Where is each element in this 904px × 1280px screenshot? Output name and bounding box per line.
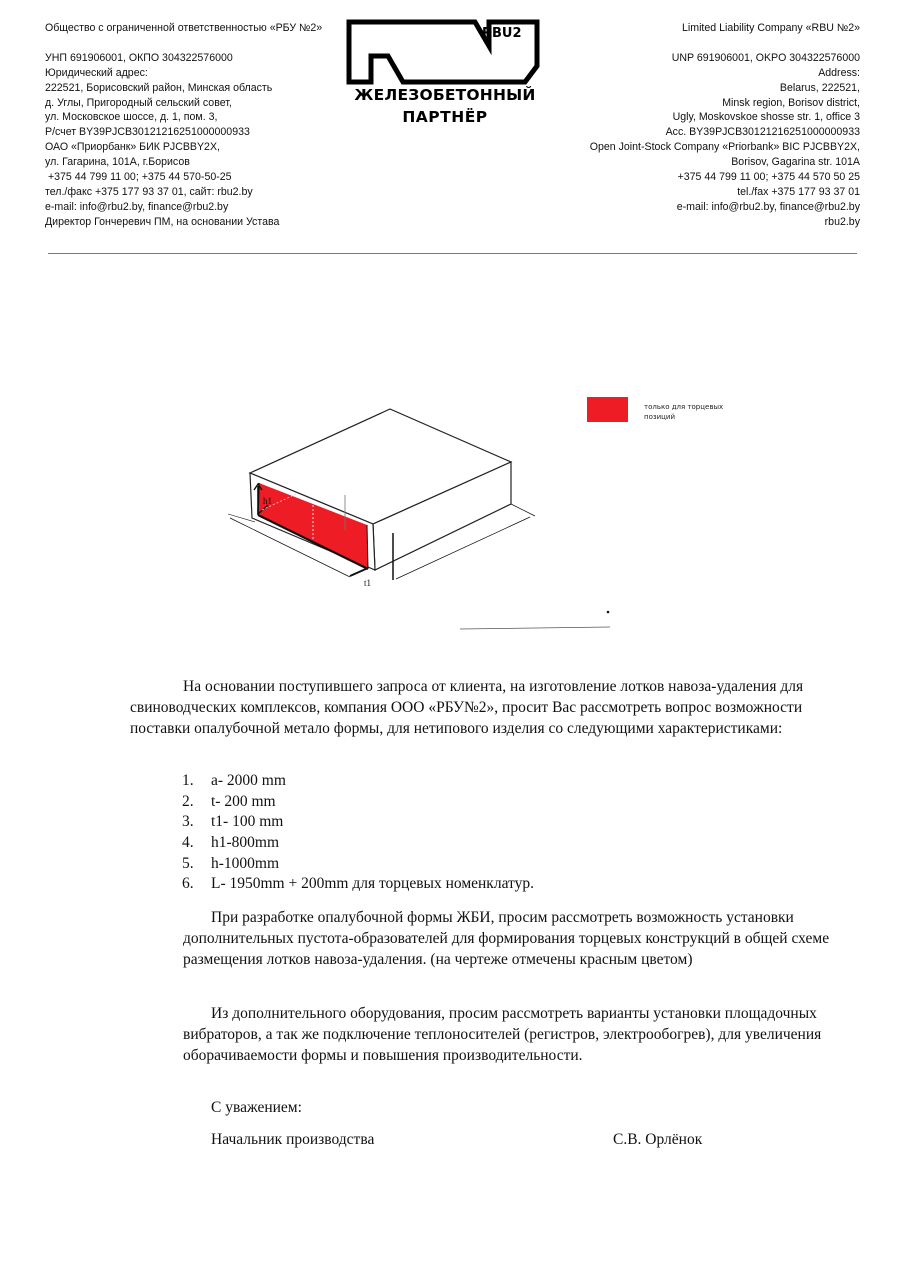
signer-title: Начальник производства xyxy=(211,1131,375,1148)
spec-item xyxy=(182,770,782,791)
spec-number: 1. xyxy=(182,772,194,789)
spec-text: h1-800mm xyxy=(211,834,280,852)
requisite-line: Borisov, Gagarina str. 101A xyxy=(731,156,860,169)
requisite-line: UNP 691906001, OKPO 304322576000 xyxy=(671,51,860,64)
requisite-line: +375 44 799 11 00; +375 44 570 50 25 xyxy=(677,171,860,184)
paragraph-equipment xyxy=(183,1003,833,1066)
requisite-line: ОАО «Приорбанк» БИК PJCBBY2X, xyxy=(45,141,220,154)
spec-text: h-1000mm xyxy=(211,854,280,872)
spec-text: L- 1950mm + 200mm для торцевых номенклатур. xyxy=(211,875,534,893)
spec-text: t- 200 mm xyxy=(211,792,276,810)
signer-name: С.В. Орлёнок xyxy=(613,1131,703,1148)
spec-text: t1- 100 mm xyxy=(211,813,284,831)
requisite-line: Minsk region, Borisov district, xyxy=(722,96,860,109)
requisite-line: д. Углы, Пригородный сельский совет, xyxy=(45,96,232,109)
requisite-line: тел./факс +375 177 93 37 01, сайт: rbu2.by xyxy=(45,185,253,198)
spec-item xyxy=(182,811,782,832)
requisite-line: Юридический адрес: xyxy=(45,66,148,79)
paragraph-request-text: На основании поступившего запроса от клиента, на изготовление лотков навоза-удаления для свиноводческих комплексов, компания ООО «РБУ№2», просит Вас рассмотреть вопрос возможности поставки опалубочной метало формы, для нетипового изделия со следующими характеристиками: xyxy=(130,678,804,737)
requisite-line: e-mail: info@rbu2.by, finance@rbu2.by xyxy=(45,200,229,213)
label-t1: t1 xyxy=(364,578,372,588)
header-left-requisites xyxy=(45,21,345,230)
legend-text: только для торцевых позиций xyxy=(644,403,724,421)
spec-number: 5. xyxy=(182,854,194,872)
legend-red-swatch xyxy=(587,397,628,422)
spec-number: 4. xyxy=(182,834,194,852)
spec-number: 3. xyxy=(182,813,194,831)
spec-text: a- 2000 mm xyxy=(211,772,286,789)
tray-drawing xyxy=(200,380,640,640)
paragraph-equipment-text: Из дополнительного оборудования, просим рассмотреть варианты установки площадочных вибраторов, а так же подключение теплоносителей (регистров, электрообогрев), для увеличения оборачиваемости формы и повышения производительности. xyxy=(183,1005,822,1064)
company-name-ru: Общество с ограниченной ответственностью «РБУ №2» xyxy=(45,22,323,34)
requisite-line: +375 44 799 11 00; +375 44 570-50-25 xyxy=(45,171,232,184)
tray-isometric-drawing xyxy=(200,380,640,640)
paragraph-voids xyxy=(183,907,833,970)
requisite-line: Address: xyxy=(818,66,860,79)
spec-item xyxy=(182,791,782,812)
spec-item xyxy=(182,832,782,853)
spec-item xyxy=(182,873,782,894)
specs-list xyxy=(182,770,782,894)
spec-number: 2. xyxy=(182,792,194,810)
requisite-line: Open Joint-Stock Company «Priorbank» BIC PJCBBY2X, xyxy=(589,141,860,154)
requisite-line: Р/счет BY39PJCB30121216251000000933 xyxy=(45,126,250,139)
company-name-en: Limited Liability Company «RBU №2» xyxy=(682,22,860,34)
header-divider xyxy=(48,253,857,254)
logo-title-line2: ПАРТНЁР xyxy=(402,108,488,126)
requisite-line: Acc. BY39PJCB30121216251000000933 xyxy=(665,126,860,139)
requisite-line: УНП 691906001, ОКПО 304322576000 xyxy=(45,51,233,64)
director-line: Директор Гончеревич ПМ, на основании Устава xyxy=(45,215,280,228)
website-line: rbu2.by xyxy=(824,215,860,228)
requisite-line: Belarus, 222521, xyxy=(779,81,860,94)
requisite-line: tel./fax +375 177 93 37 01 xyxy=(737,185,860,198)
header-right-requisites xyxy=(530,21,860,230)
requisite-line: ул. Гагарина, 101А, г.Борисов xyxy=(45,156,190,169)
spec-number: 6. xyxy=(182,875,194,893)
company-logo xyxy=(345,18,545,133)
requisite-line: Ugly, Moskovskoe shosse str. 1, office 3 xyxy=(672,111,860,124)
paragraph-request xyxy=(130,676,840,739)
closing-phrase: С уважением: xyxy=(211,1099,302,1116)
logo-title-line1: ЖЕЛЕЗОБЕТОННЫЙ xyxy=(354,86,536,104)
requisite-line: ул. Московское шоссе, д. 1, пом. 3, xyxy=(45,111,218,124)
requisite-line: e-mail: info@rbu2.by, finance@rbu2.by xyxy=(676,200,860,213)
logo-tag: RBU2 xyxy=(482,26,522,41)
paragraph-voids-text: При разработке опалубочной формы ЖБИ, просим рассмотреть возможность установки дополнительных пустота-образователей для формирования торцевых конструкций в общей схеме размещения лотков навоза-удаления. (на чертеже отмечены красным цветом) xyxy=(183,909,830,968)
requisite-line: 222521, Борисовский район, Минская область xyxy=(45,81,273,94)
label-h1: h1 xyxy=(263,496,272,506)
spec-item xyxy=(182,853,782,874)
